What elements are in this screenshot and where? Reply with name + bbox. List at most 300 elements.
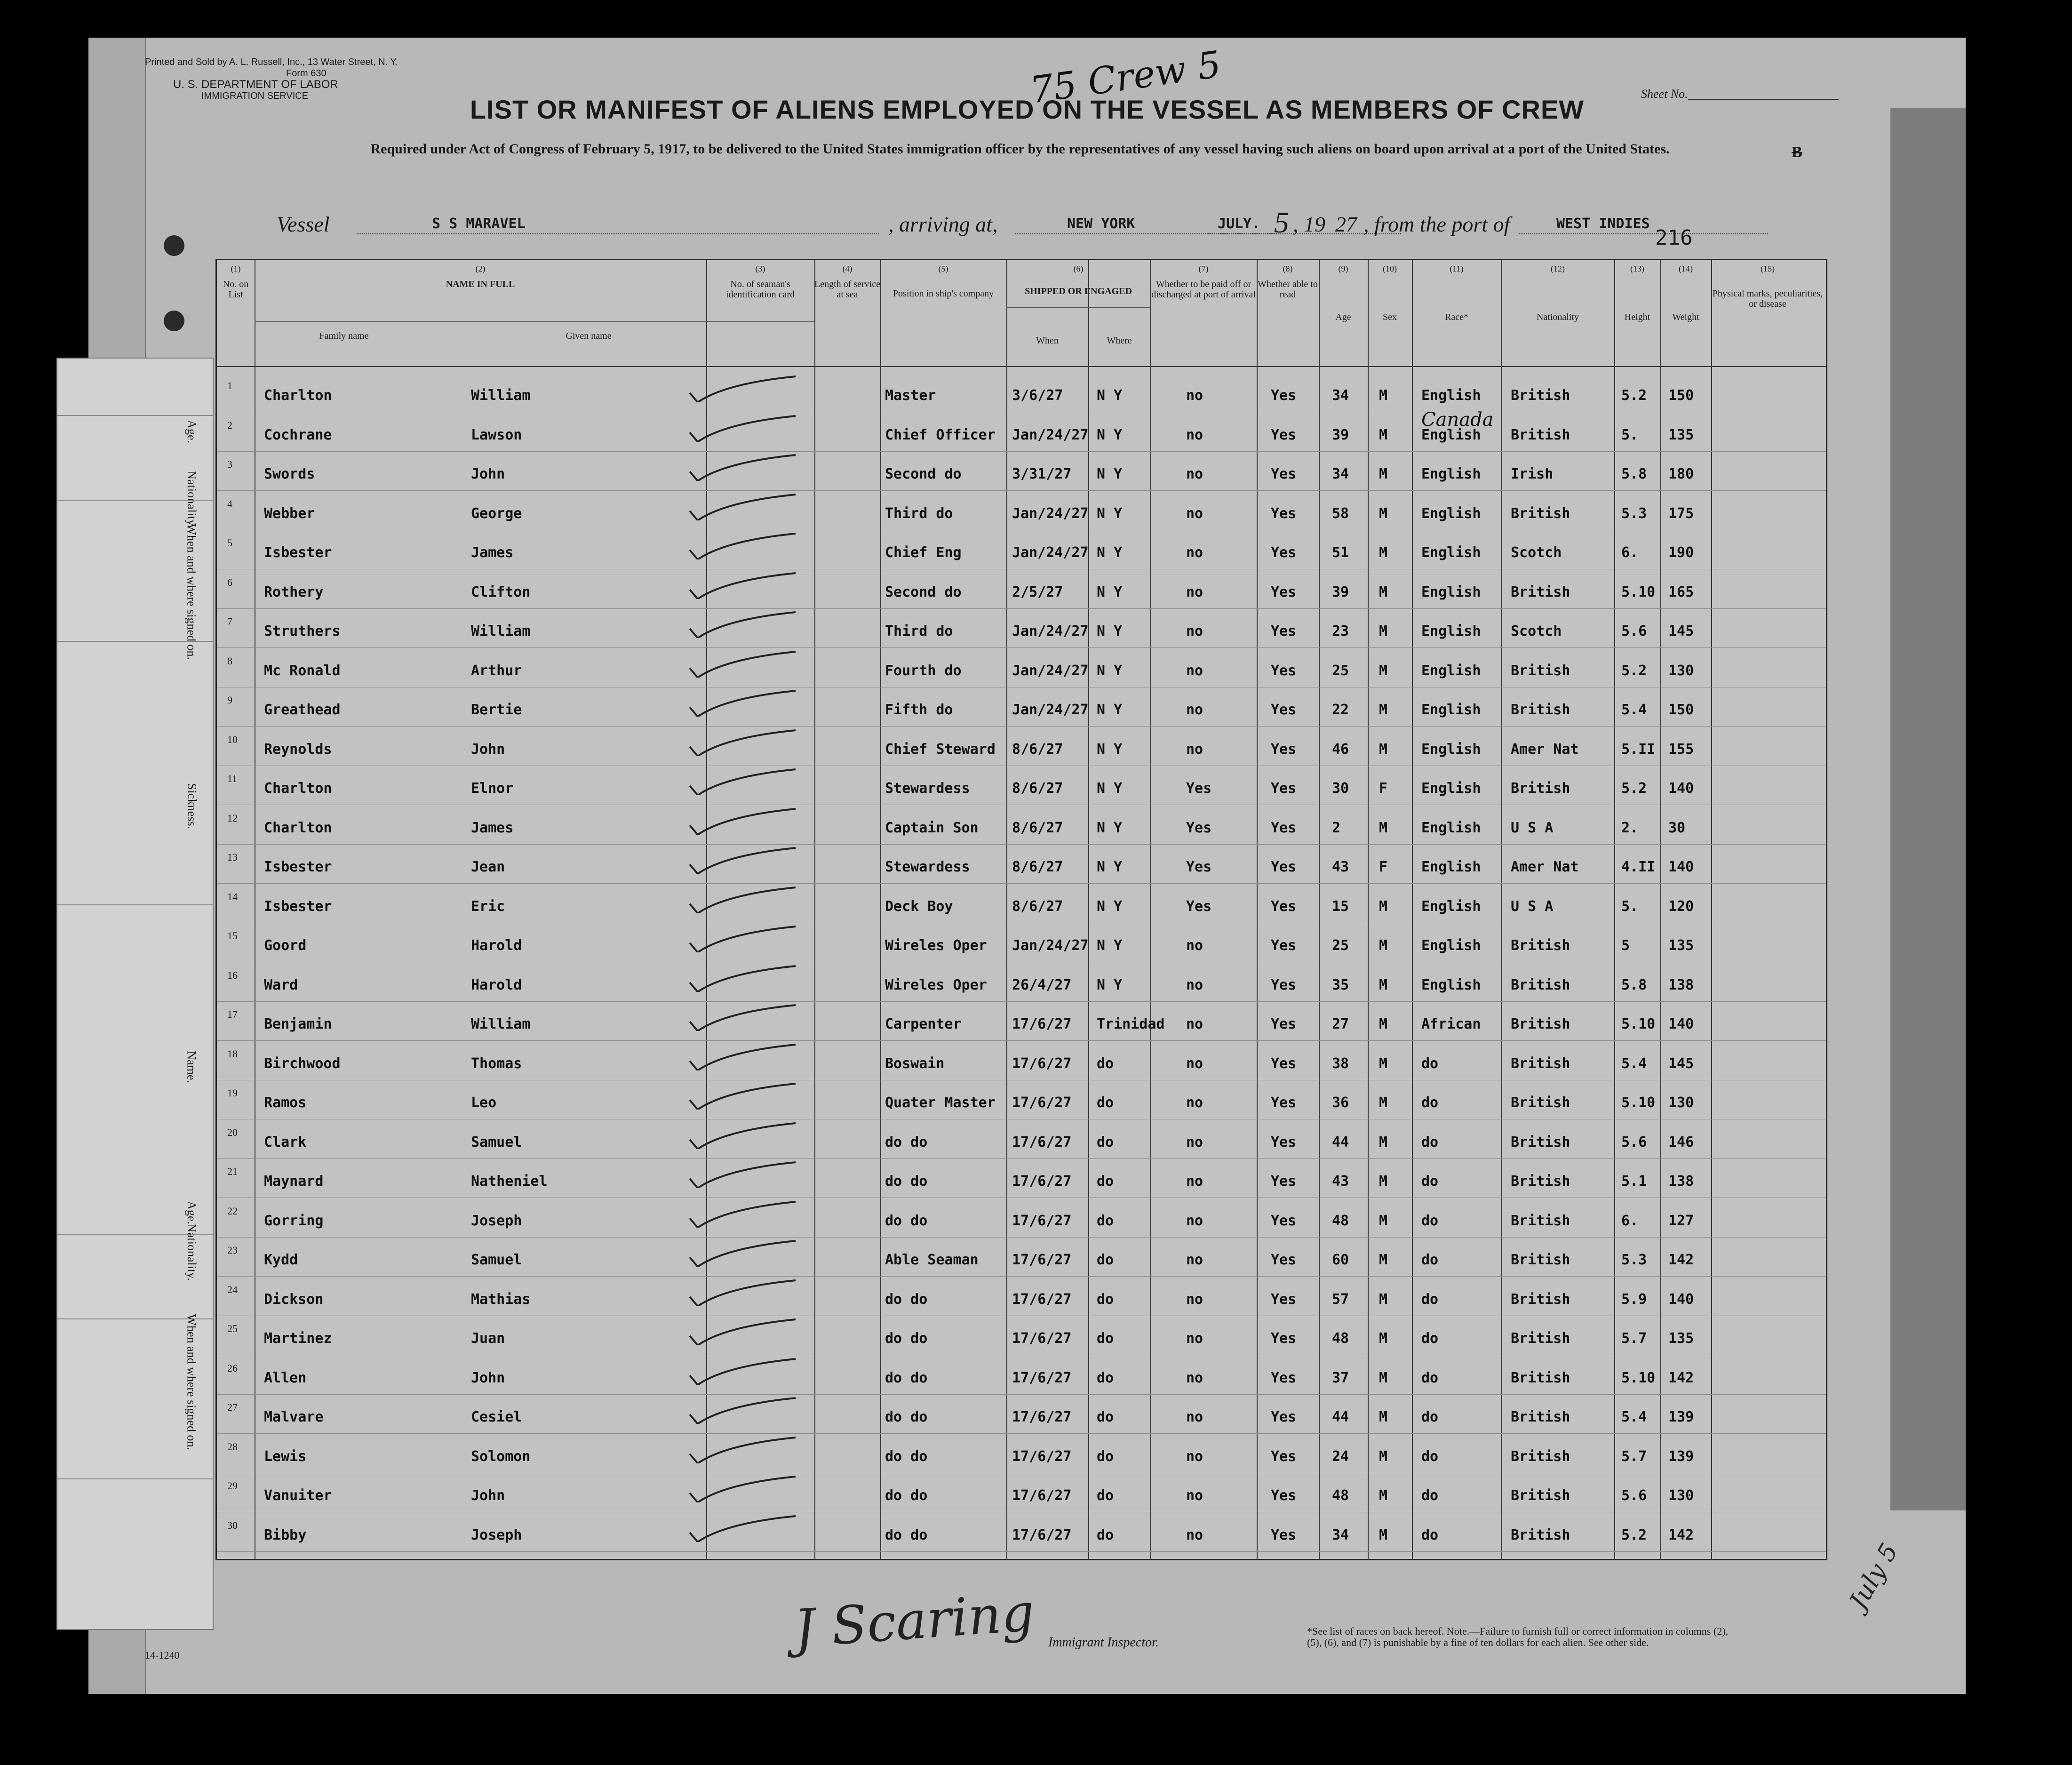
cell-race: English [1421, 662, 1481, 679]
cell-given: William [471, 387, 531, 404]
cell-when: 17/6/27 [1012, 1212, 1072, 1229]
cell-paid: no [1186, 937, 1203, 954]
cell-sex: M [1379, 466, 1388, 482]
cell-given: Cesiel [471, 1409, 522, 1425]
checkmark-icon [687, 1160, 800, 1188]
cell-no: 29 [227, 1480, 238, 1492]
cell-given: Leo [471, 1094, 497, 1111]
cell-weight: 155 [1668, 741, 1694, 758]
cell-where: N Y [1097, 819, 1123, 836]
cell-position: do do [885, 1369, 928, 1386]
cell-paid: no [1186, 1291, 1203, 1308]
cell-when: Jan/24/27 [1012, 505, 1089, 522]
checkmark-icon [687, 688, 800, 717]
cell-race: English [1421, 426, 1481, 443]
cell-weight: 146 [1668, 1134, 1694, 1150]
cell-position: do do [885, 1330, 928, 1347]
cell-read: Yes [1271, 662, 1297, 679]
cell-given: Lawson [471, 426, 522, 443]
cell-where: do [1097, 1330, 1114, 1347]
cell-no: 1 [227, 380, 232, 391]
folded-paper-overlay [56, 358, 214, 1630]
cell-age: 22 [1332, 702, 1349, 718]
cell-height: 5.2 [1621, 387, 1647, 404]
cell-age: 51 [1332, 544, 1349, 561]
inspector-signature: J Scaring [792, 1582, 1036, 1659]
cell-height: 5 [1621, 937, 1630, 954]
cell-age: 34 [1332, 387, 1349, 404]
cell-paid: no [1186, 1055, 1203, 1072]
cell-when: 2/5/27 [1012, 583, 1063, 600]
cell-sex: F [1379, 780, 1388, 797]
cell-family: Charlton [264, 780, 332, 797]
cell-read: Yes [1271, 1330, 1297, 1347]
cell-when: Jan/24/27 [1012, 662, 1089, 679]
overlay-label: Name. [185, 1051, 199, 1083]
cell-family: Webber [264, 505, 315, 522]
col14-label: Weight [1672, 312, 1699, 322]
cell-race: English [1421, 466, 1481, 482]
cell-position: do do [885, 1448, 928, 1465]
department-name: U. S. DEPARTMENT OF LABOR [173, 78, 338, 91]
cell-age: 43 [1332, 859, 1349, 875]
cell-read: Yes [1271, 1016, 1297, 1032]
col4-num: (4) [842, 264, 853, 273]
cell-age: 57 [1332, 1291, 1349, 1308]
cell-paid: no [1186, 623, 1203, 639]
cell-where: do [1097, 1369, 1114, 1386]
cell-nationality: British [1511, 1134, 1570, 1150]
cell-no: 14 [227, 890, 238, 902]
cell-when: 17/6/27 [1012, 1016, 1072, 1032]
cell-nationality: U S A [1511, 819, 1554, 836]
cell-sex: M [1379, 1055, 1388, 1072]
page-subtitle: Required under Act of Congress of February 5, 1917, to be delivered to the United States immigration officer by the representatives of any vessel having such aliens on board upon arrival at a port of the United States. [370, 141, 1670, 157]
cell-paid: no [1186, 741, 1203, 758]
cell-nationality: British [1511, 1055, 1570, 1072]
cell-paid: no [1186, 976, 1203, 993]
arrival-day: 5 [1274, 206, 1289, 239]
cell-age: 48 [1332, 1212, 1349, 1229]
form-code: 14-1240 [145, 1649, 180, 1661]
cell-nationality: British [1511, 937, 1570, 954]
overlay-label: Nationality. [185, 1223, 199, 1281]
cell-nationality: British [1511, 1173, 1570, 1190]
cell-no: 30 [227, 1519, 238, 1531]
cell-paid: no [1186, 1016, 1203, 1032]
cell-family: Reynolds [264, 741, 332, 758]
row-divider [217, 1276, 1826, 1277]
cell-read: Yes [1271, 1055, 1297, 1072]
cell-read: Yes [1271, 1369, 1297, 1386]
cell-where: N Y [1097, 702, 1123, 718]
cell-when: 17/6/27 [1012, 1134, 1072, 1150]
cell-family: Martinez [264, 1330, 332, 1347]
cell-nationality: Amer Nat [1511, 859, 1579, 875]
cell-paid: no [1186, 1526, 1203, 1543]
cell-read: Yes [1271, 544, 1297, 561]
cell-nationality: British [1511, 1330, 1570, 1347]
cell-no: 20 [227, 1126, 238, 1138]
cell-no: 9 [227, 694, 232, 706]
cell-sex: F [1379, 859, 1388, 875]
cell-read: Yes [1271, 780, 1297, 797]
cell-weight: 180 [1668, 466, 1694, 482]
cell-height: 2. [1621, 819, 1639, 836]
cell-position: do do [885, 1487, 928, 1504]
cell-weight: 140 [1668, 780, 1694, 797]
cell-height: 5. [1621, 898, 1639, 915]
cell-height: 5.6 [1621, 623, 1647, 639]
cell-age: 35 [1332, 976, 1349, 993]
shipped-when-header: When [1036, 335, 1059, 346]
cell-race: do [1421, 1448, 1439, 1465]
cell-position: do do [885, 1134, 928, 1150]
cell-where: N Y [1097, 623, 1123, 639]
cell-sex: M [1379, 505, 1388, 522]
cell-race: English [1421, 387, 1481, 404]
cell-given: James [471, 819, 514, 836]
cell-position: do do [885, 1291, 928, 1308]
col5-label: Position in ship's company [893, 288, 994, 299]
cell-height: 5.10 [1621, 1094, 1656, 1111]
cell-position: Third do [885, 623, 953, 639]
cell-nationality: British [1511, 780, 1570, 797]
cell-family: Maynard [264, 1173, 324, 1190]
col1-label: No. on List [223, 279, 249, 300]
cell-weight: 140 [1668, 1291, 1694, 1308]
cell-where: N Y [1097, 780, 1123, 797]
cell-read: Yes [1271, 859, 1297, 875]
checkmark-icon [687, 1121, 800, 1149]
cell-weight: 130 [1668, 662, 1694, 679]
checkmark-icon [687, 885, 800, 913]
cell-age: 48 [1332, 1487, 1349, 1504]
checkmark-icon [687, 531, 800, 559]
cell-sex: M [1379, 387, 1388, 404]
cell-nationality: Amer Nat [1511, 741, 1579, 758]
arriving-label: , arriving at, [888, 212, 998, 236]
cell-family: Vanuiter [264, 1487, 332, 1504]
cell-when: 3/6/27 [1012, 387, 1063, 404]
cell-sex: M [1379, 1134, 1388, 1150]
cell-given: James [471, 544, 514, 561]
cell-race: African [1421, 1016, 1481, 1032]
year-prefix: , 19 [1293, 212, 1325, 236]
cell-given: Arthur [471, 662, 522, 679]
cell-no: 27 [227, 1401, 238, 1413]
row-divider [217, 1551, 1826, 1552]
cell-nationality: British [1511, 1487, 1570, 1504]
cell-given: Natheniel [471, 1173, 548, 1190]
cell-weight: 145 [1668, 623, 1694, 639]
cell-age: 15 [1332, 898, 1349, 915]
overlay-label: Sickness. [185, 783, 199, 829]
cell-weight: 139 [1668, 1409, 1694, 1425]
cell-nationality: Scotch [1511, 623, 1562, 639]
cell-height: 5.10 [1621, 1369, 1656, 1386]
cell-family: Rothery [264, 583, 324, 600]
cell-sex: M [1379, 1369, 1388, 1386]
row-divider [217, 1040, 1826, 1041]
cell-where: do [1097, 1448, 1114, 1465]
cell-given: Harold [471, 976, 522, 993]
cell-weight: 145 [1668, 1055, 1694, 1072]
checkmark-icon [687, 1081, 800, 1110]
cell-family: Benjamin [264, 1016, 332, 1032]
cell-position: Chief Eng [885, 544, 962, 561]
cell-position: Deck Boy [885, 898, 953, 915]
cell-sex: M [1379, 1252, 1388, 1268]
cell-no: 4 [227, 497, 232, 510]
overlay-label: Nationality. [185, 471, 199, 528]
cell-paid: no [1186, 583, 1203, 600]
col13-label: Height [1624, 312, 1650, 322]
cell-paid: no [1186, 505, 1203, 522]
cell-paid: no [1186, 1409, 1203, 1425]
cell-no: 13 [227, 851, 238, 863]
cell-when: 8/6/27 [1012, 741, 1063, 758]
cell-position: Master [885, 387, 936, 404]
cell-given: Jean [471, 859, 505, 875]
cell-given: Mathias [471, 1291, 531, 1308]
cell-nationality: British [1511, 1212, 1570, 1229]
checkmark-icon [687, 1238, 800, 1267]
sheet-no-label: Sheet No. [1641, 87, 1688, 101]
cell-paid: Yes [1186, 780, 1212, 797]
cell-race: do [1421, 1134, 1439, 1150]
row-divider [217, 726, 1826, 727]
cell-age: 23 [1332, 623, 1349, 639]
cell-family: Goord [264, 937, 307, 954]
cell-given: William [471, 623, 531, 639]
cell-age: 25 [1332, 937, 1349, 954]
cell-paid: Yes [1186, 859, 1212, 875]
col12-label: Nationality [1537, 312, 1579, 322]
cell-race: do [1421, 1173, 1439, 1190]
cell-read: Yes [1271, 505, 1297, 522]
cell-position: Fourth do [885, 662, 962, 679]
cell-no: 17 [227, 1008, 238, 1020]
cell-age: 58 [1332, 505, 1349, 522]
cell-race: do [1421, 1252, 1439, 1268]
cell-age: 46 [1332, 741, 1349, 758]
overlay-label: Age. [185, 1201, 199, 1224]
cell-given: Elnor [471, 780, 514, 797]
cell-race: do [1421, 1487, 1439, 1504]
cell-position: Wireles Oper [885, 937, 987, 954]
cell-height: 5.3 [1621, 1252, 1647, 1268]
cell-position: Chief Steward [885, 741, 996, 758]
cell-no: 23 [227, 1244, 238, 1256]
printer-line: Printed and Sold by A. L. Russell, Inc., 13 Water Street, N. Y. [145, 57, 398, 67]
col15-label: Physical marks, peculiarities, or disease [1712, 288, 1823, 309]
cell-position: Carpenter [885, 1016, 962, 1032]
cell-weight: 142 [1668, 1369, 1694, 1386]
cell-race: do [1421, 1369, 1439, 1386]
cell-height: 5.6 [1621, 1134, 1647, 1150]
cell-age: 44 [1332, 1409, 1349, 1425]
cell-read: Yes [1271, 426, 1297, 443]
cell-age: 24 [1332, 1448, 1349, 1465]
cell-nationality: British [1511, 1252, 1570, 1268]
cell-given: Harold [471, 937, 522, 954]
cell-sex: M [1379, 1212, 1388, 1229]
cell-weight: 142 [1668, 1526, 1694, 1543]
cell-nationality: British [1511, 976, 1570, 993]
cell-read: Yes [1271, 623, 1297, 639]
cell-height: 5.II [1621, 741, 1656, 758]
checkmark-icon [687, 1199, 800, 1228]
cell-read: Yes [1271, 898, 1297, 915]
cell-read: Yes [1271, 976, 1297, 993]
col3-label: No. of seaman's identification card [725, 279, 795, 300]
cell-race: English [1421, 859, 1481, 875]
cell-position: Fifth do [885, 702, 953, 718]
cell-sex: M [1379, 819, 1388, 836]
cell-paid: no [1186, 1134, 1203, 1150]
cell-race: do [1421, 1330, 1439, 1347]
cell-nationality: U S A [1511, 898, 1554, 915]
cell-sex: M [1379, 1330, 1388, 1347]
cell-family: Dickson [264, 1291, 324, 1308]
cell-family: Charlton [264, 387, 332, 404]
checkmark-icon [687, 807, 800, 835]
cell-height: 5.8 [1621, 466, 1647, 482]
cell-paid: no [1186, 1173, 1203, 1190]
cell-race: do [1421, 1409, 1439, 1425]
cell-position: Stewardess [885, 859, 970, 875]
cell-height: 5.2 [1621, 662, 1647, 679]
cell-age: 48 [1332, 1330, 1349, 1347]
punch-hole [164, 235, 184, 256]
cell-when: Jan/24/27 [1012, 937, 1089, 954]
col8-label: Whether able to read [1258, 279, 1318, 300]
cell-weight: 127 [1668, 1212, 1694, 1229]
year-suffix: 27 [1335, 212, 1357, 236]
cell-when: 17/6/27 [1012, 1409, 1072, 1425]
checkmark-icon [687, 1357, 800, 1385]
cell-when: 8/6/27 [1012, 819, 1063, 836]
checkmark-icon [687, 1317, 800, 1345]
cell-paid: Yes [1186, 898, 1212, 915]
cell-given: John [471, 1487, 505, 1504]
cell-no: 22 [227, 1205, 238, 1217]
cell-where: N Y [1097, 583, 1123, 600]
cell-nationality: British [1511, 387, 1570, 404]
cell-height: 5.8 [1621, 976, 1647, 993]
cell-when: 8/6/27 [1012, 780, 1063, 797]
checkmark-icon [687, 846, 800, 874]
cell-height: 5.4 [1621, 1409, 1647, 1425]
col3-num: (3) [755, 264, 765, 273]
checkmark-icon [687, 1042, 800, 1070]
arrival-port: NEW YORK [1067, 216, 1135, 232]
cell-race: English [1421, 976, 1481, 993]
cell-family: Birchwood [264, 1055, 341, 1072]
cell-sex: M [1379, 1448, 1388, 1465]
cell-nationality: British [1511, 1016, 1570, 1032]
cell-given: Clifton [471, 583, 531, 600]
footer-note: *See list of races on back hereof. Note.—Failure to furnish full or correct information in columns (2), (5), (6), and (7) is punishable by a fine of ten dollars for each alien. See other side. [1307, 1625, 1729, 1648]
cell-position: Captain Son [885, 819, 979, 836]
cell-sex: M [1379, 1526, 1388, 1543]
cell-age: 27 [1332, 1016, 1349, 1032]
col10-label: Sex [1383, 312, 1397, 322]
col14-num: (14) [1679, 264, 1693, 273]
cell-paid: no [1186, 702, 1203, 718]
cell-no: 6 [227, 576, 232, 588]
overlay-label: When and where signed on. [185, 523, 199, 660]
cell-no: 3 [227, 458, 232, 470]
checkmark-icon [687, 414, 800, 442]
col4-label: Length of service at sea [814, 279, 880, 300]
col7-label: Whether to be paid off or discharged at port of arrival [1151, 279, 1256, 300]
cell-when: 3/31/27 [1012, 466, 1072, 482]
shadow-edge [1890, 108, 1966, 1510]
cell-no: 2 [227, 419, 232, 431]
cell-height: 6. [1621, 544, 1639, 561]
cell-where: N Y [1097, 937, 1123, 954]
cell-position: Second do [885, 583, 962, 600]
cell-family: Swords [264, 466, 315, 482]
cell-paid: no [1186, 1094, 1203, 1111]
shipped-where-header: Where [1107, 335, 1132, 346]
cell-age: 25 [1332, 662, 1349, 679]
cell-read: Yes [1271, 1252, 1297, 1268]
cell-race: do [1421, 1212, 1439, 1229]
row-divider [217, 844, 1826, 845]
cell-sex: M [1379, 662, 1388, 679]
cell-race: English [1421, 702, 1481, 718]
cell-position: do do [885, 1526, 928, 1543]
cell-where: do [1097, 1409, 1114, 1425]
cell-where: do [1097, 1173, 1114, 1190]
checkmark-icon [687, 1435, 800, 1463]
cell-position: Boswain [885, 1055, 945, 1072]
cell-sex: M [1379, 1094, 1388, 1111]
cell-age: 39 [1332, 426, 1349, 443]
cell-height: 5.4 [1621, 702, 1647, 718]
cell-nationality: British [1511, 1094, 1570, 1111]
cell-weight: 138 [1668, 976, 1694, 993]
cell-paid: no [1186, 1369, 1203, 1386]
cell-read: Yes [1271, 1173, 1297, 1190]
cell-read: Yes [1271, 1409, 1297, 1425]
cell-nationality: British [1511, 505, 1570, 522]
cell-where: N Y [1097, 387, 1123, 404]
cell-weight: 150 [1668, 702, 1694, 718]
cell-nationality: British [1511, 1448, 1570, 1465]
cell-weight: 165 [1668, 583, 1694, 600]
cell-age: 37 [1332, 1369, 1349, 1386]
cell-age: 44 [1332, 1134, 1349, 1150]
cell-where: do [1097, 1291, 1114, 1308]
cell-where: N Y [1097, 898, 1123, 915]
cell-no: 11 [227, 773, 238, 784]
row-divider [217, 608, 1826, 609]
cell-sex: M [1379, 623, 1388, 639]
col2-label: NAME IN FULL [446, 279, 515, 289]
vessel-fill-line [357, 233, 879, 234]
vessel-name: S S MARAVEL [432, 216, 526, 232]
cell-read: Yes [1271, 741, 1297, 758]
checkmark-icon [687, 1003, 800, 1031]
cell-weight: 130 [1668, 1094, 1694, 1111]
cell-sex: M [1379, 583, 1388, 600]
checkmark-icon [687, 767, 800, 795]
cell-height: 4.II [1621, 859, 1656, 875]
